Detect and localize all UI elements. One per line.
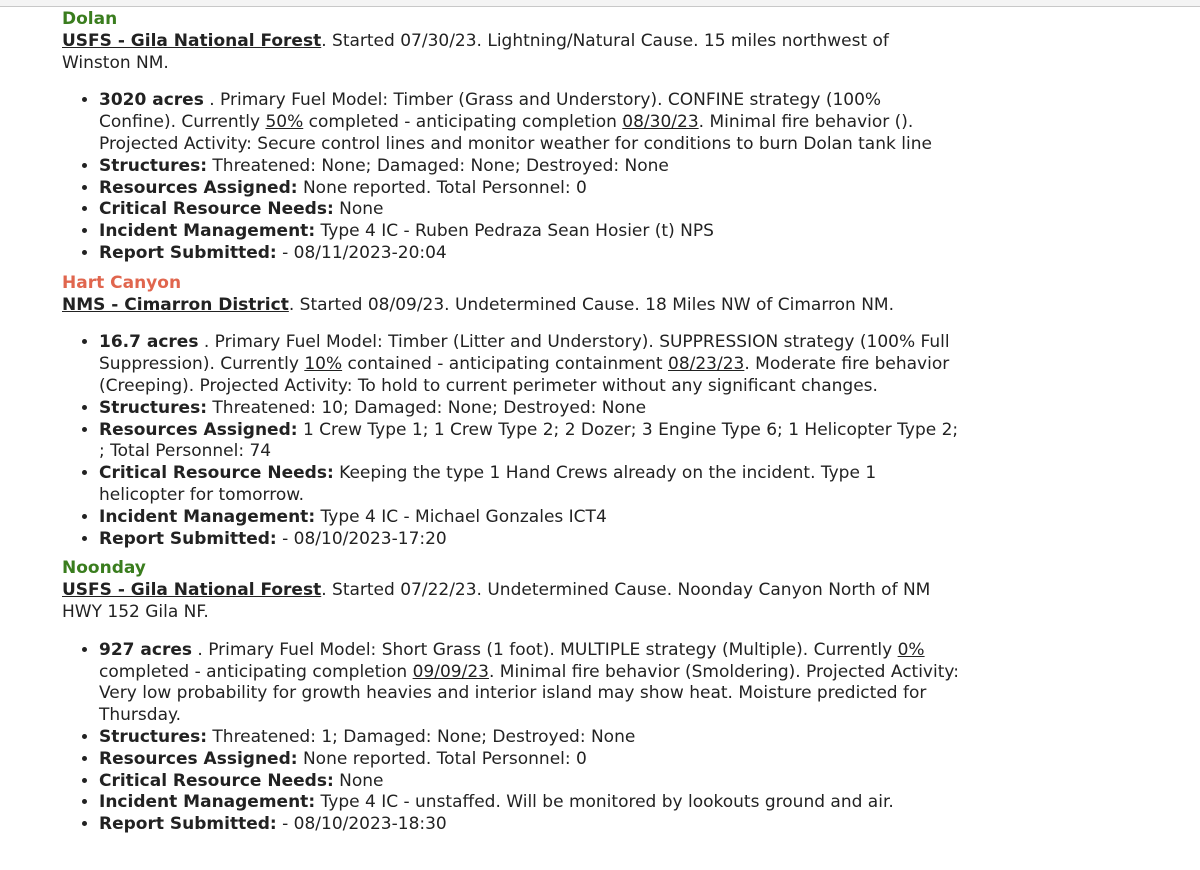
acres-value: 927 acres (99, 639, 192, 660)
incident-title[interactable]: Dolan (62, 9, 118, 29)
incident-dolan (62, 9, 962, 265)
incident-details (62, 332, 962, 550)
detail-management: • Incident Management: Type 4 IC - Ruben Pedraza Sean Hosier (t) NPS (99, 221, 962, 243)
detail-management: • Incident Management: Type 4 IC - Michael Gonzales ICT4 (99, 507, 962, 529)
top-divider (0, 0, 1200, 7)
detail-acres: • 3020 acres . Primary Fuel Model: Timber (Grass and Understory). CONFINE strategy (100% Confine). Currently 50% completed - anticipating completion 08/30/23. Minimal fire behavior (). Projected Activity: Secure control lines and monitor weather for conditions to burn Dolan tank line (99, 90, 962, 155)
incident-summary (62, 295, 962, 317)
agency-link[interactable]: USFS - Gila National Forest (62, 30, 322, 51)
detail-report: • Report Submitted: - 08/10/2023-18:30 (99, 814, 962, 836)
agency-link[interactable]: USFS - Gila National Forest (62, 580, 322, 601)
incident-summary (62, 580, 962, 624)
detail-needs: • Critical Resource Needs: Keeping the type 1 Hand Crews already on the incident. Type 1 helicopter for tomorrow. (99, 463, 962, 507)
target-date: 08/30/23 (622, 112, 699, 133)
detail-structures: • Structures: Threatened: 10; Damaged: None; Destroyed: None (99, 398, 962, 420)
detail-report: • Report Submitted: - 08/11/2023-20:04 (99, 243, 962, 265)
agency-link[interactable]: NMS - Cimarron District (62, 294, 289, 315)
incident-hart-canyon (62, 273, 962, 551)
percent-value: 50% (265, 112, 304, 133)
percent-value: 0% (897, 639, 925, 660)
incident-title[interactable]: Noonday (62, 558, 146, 579)
detail-resources: • Resources Assigned: 1 Crew Type 1; 1 Crew Type 2; 2 Dozer; 3 Engine Type 6; 1 Helicopter Type 2; ; Total Personnel: 74 (99, 420, 962, 464)
incident-description: . Started 08/09/23. Undetermined Cause. 18 Miles NW of Cimarron NM. (288, 294, 895, 315)
detail-needs: • Critical Resource Needs: None (99, 199, 962, 221)
incident-list (62, 9, 962, 844)
detail-structures: • Structures: Threatened: 1; Damaged: None; Destroyed: None (99, 727, 962, 749)
incident-details (62, 640, 962, 836)
incident-description: . Started 07/22/23. Undetermined Cause. Noonday Canyon North of NM HWY 152 Gila NF. (62, 580, 931, 622)
detail-report: • Report Submitted: - 08/10/2023-17:20 (99, 529, 962, 551)
detail-acres: • 16.7 acres . Primary Fuel Model: Timber (Litter and Understory). SUPPRESSION strategy (100% Full Suppression). Currently 10% contained - anticipating containment 08/23/23. Moderate fire behavior (Creeping). Projected Activity: To hold to current perimeter without any significant changes. (99, 332, 962, 397)
incident-title[interactable]: Hart Canyon (62, 272, 182, 293)
detail-resources: • Resources Assigned: None reported. Total Personnel: 0 (99, 749, 962, 771)
incident-summary (62, 31, 962, 75)
target-date: 09/09/23 (412, 661, 489, 682)
incident-noonday (62, 558, 962, 836)
incident-details (62, 90, 962, 264)
detail-resources: • Resources Assigned: None reported. Total Personnel: 0 (99, 178, 962, 200)
target-date: 08/23/23 (668, 354, 745, 375)
detail-acres: • 927 acres . Primary Fuel Model: Short Grass (1 foot). MULTIPLE strategy (Multiple). Currently 0% completed - anticipating completion 09/09/23. Minimal fire behavior (Smoldering). Projected Activity: Very low probability for growth heavies and interior island may show heat. Moisture predicted for Thursday. (99, 640, 962, 727)
detail-needs: • Critical Resource Needs: None (99, 771, 962, 793)
percent-value: 10% (304, 354, 343, 375)
detail-management: • Incident Management: Type 4 IC - unstaffed. Will be monitored by lookouts ground and air. (99, 792, 962, 814)
incident-description: . Started 07/30/23. Lightning/Natural Cause. 15 miles northwest of Winston NM. (62, 30, 889, 73)
detail-structures: • Structures: Threatened: None; Damaged: None; Destroyed: None (99, 156, 962, 178)
acres-value: 3020 acres (99, 90, 204, 111)
acres-value: 16.7 acres (99, 332, 199, 353)
